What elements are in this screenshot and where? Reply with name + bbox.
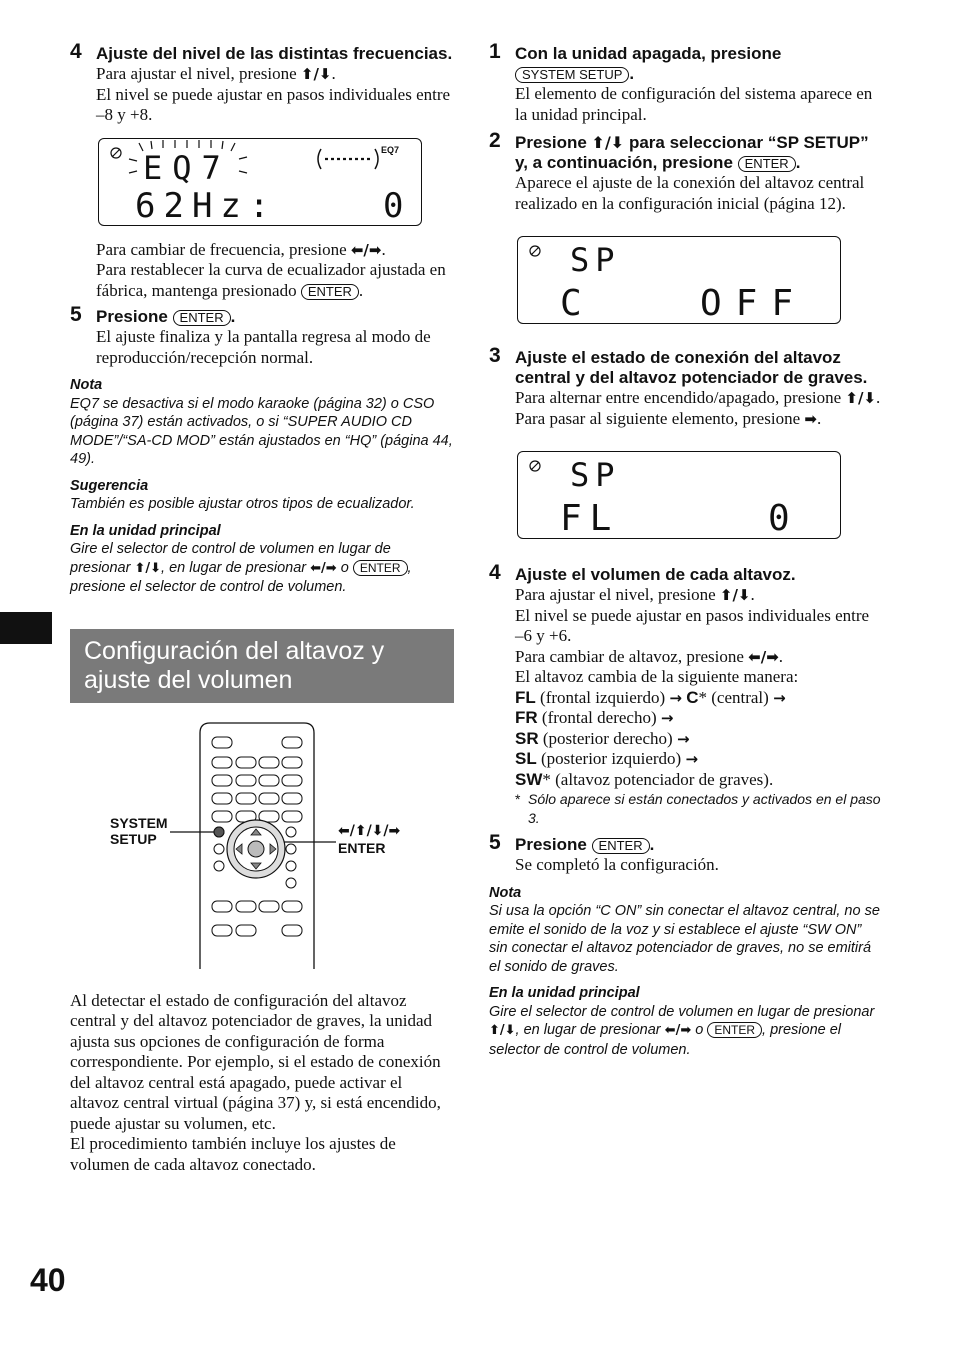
system-setup-button (214, 827, 224, 837)
unidad-title: En la unidad principal (70, 522, 221, 539)
display-line-1: SP (570, 456, 621, 494)
sp-fl-display (517, 451, 841, 539)
nota-text: Si usa la opción “C ON” sin conectar el altavoz central, no se emite el sonido de la voz y si establece el ajuste “SW ON” sin conectar el altavoz potenciador de graves, no se emitirá el sonido de graves. (489, 903, 880, 975)
sequence-arrow-icon: → (676, 729, 690, 748)
up-down-arrows-icon: ⬆/⬇ (845, 389, 877, 407)
sugerencia-block (70, 477, 454, 514)
step-3: 3 Ajuste el estado de conexión del altavoz central y del altavoz potenciador de graves. Para alternar entre encendido/apagado, presione ⬆/⬇. Para pasar al siguiente elemento, presione ➡. (489, 344, 881, 428)
arrows-enter-label: ⬅/⬆/⬇/➡ ENTER (338, 822, 401, 856)
speaker-item: FL (frontal izquierdo) → C* (central) → (515, 687, 786, 707)
system-setup-label: SYSTEM SETUP (110, 814, 168, 847)
display-line-2: FL (560, 498, 620, 538)
step-number: 4 (70, 40, 82, 63)
right-arrow-icon: ➡ (804, 409, 817, 428)
left-right-arrows-icon: ⬅/➡ (350, 240, 382, 259)
step-title: Ajuste el estado de conexión del altavoz central y del altavoz potenciador de graves. (515, 348, 868, 387)
step-4-frequency (70, 40, 454, 126)
sequence-arrow-icon: → (773, 688, 786, 707)
step-number: 5 (489, 831, 501, 854)
nota-title: Nota (70, 377, 103, 393)
display-value: 0 (768, 498, 790, 538)
nota-block (489, 884, 881, 977)
display-line-2: 62Hz: (135, 185, 278, 225)
section-heading: Configuración del altavoz y ajuste del volumen (70, 629, 454, 703)
enter-key-label: ENTER (738, 156, 796, 172)
eq7-display (98, 138, 422, 226)
enter-key-label: ENTER (707, 1022, 762, 1038)
display-line-1: EQ7 (143, 148, 231, 187)
step-2: 2 Presione ⬆/⬇ para seleccionar “SP SETUP” y, a continuación, presione ENTER . Aparece el ajuste de la conexión del altavoz central realizado en la configuración inicial (página 12). (489, 133, 881, 214)
eq7-display-graphic (99, 139, 421, 225)
intro-paragraph-2: El procedimiento también incluye los ajustes de volumen de cada altavoz conectado. (70, 1134, 396, 1174)
eq7-badge: EQ7 (381, 144, 400, 155)
unidad-title: En la unidad principal (489, 985, 640, 1001)
step-body: Aparece el ajuste de la conexión del altavoz central realizado en la configuración inicial (página 12). (515, 173, 865, 213)
sugerencia-text: También es posible ajustar otros tipos de ecualizador. (70, 496, 415, 512)
sugerencia-title: Sugerencia (70, 477, 149, 494)
speaker-item: SR (posterior derecho) → (515, 728, 690, 748)
step-number: 5 (70, 303, 82, 326)
display-line-1: SP (570, 241, 621, 279)
step-title: Ajuste el volumen de cada altavoz. (515, 565, 796, 584)
sequence-arrow-icon: → (685, 750, 699, 768)
remote-control-figure (70, 719, 454, 969)
step-4-speaker-volume: 4 Ajuste el volumen de cada altavoz. Para ajustar el nivel, presione ⬆/⬇. El nivel se puede ajustar en pasos individuales entre –6 y +6. Para cambiar de altavoz, presione ⬅/➡. El altavoz cambia de la siguiente manera: FL (frontal izquierdo) → C* (central) → FR (frontal derecho) → SR (posterior derecho) → SL (posterior izquierdo) → SW* (altavoz potenciador de graves). * Sólo aparece si están conectados y activados en el paso 3. (489, 561, 881, 826)
intro-paragraph: Al detectar el estado de configuración del altavoz central y del altavoz potenciador de graves, la unidad ajusta sus opciones de configuración de forma correspondiente. Por ejemplo, si el estado de conexión del altavoz central está apagado, puede activar el altavoz central virtual (página 37) y, si está encendido, puede ajustar su volumen, etc. (70, 990, 441, 1133)
step-5-complete: 5 Presione ENTER . Se completó la configuración. (489, 835, 881, 876)
speaker-item: SW* (altavoz potenciador de graves). (515, 769, 774, 789)
display-value: 0 (383, 185, 404, 225)
enter-key-label: ENTER (592, 838, 650, 854)
up-down-arrows-icon: ⬆/⬇ (489, 1023, 516, 1038)
left-column (70, 40, 454, 1175)
up-down-arrows-icon: ⬆/⬇ (719, 586, 751, 604)
enter-button (248, 841, 264, 857)
page-number: 40 (30, 1262, 66, 1298)
section-tab-marker (0, 612, 52, 644)
enter-key-label: ENTER (353, 560, 408, 576)
speaker-item: SL (posterior izquierdo) → (515, 749, 699, 768)
step-number: 2 (489, 129, 501, 152)
left-right-arrows-icon: ⬅/➡ (748, 647, 779, 666)
right-column (489, 40, 881, 1059)
speaker-item: FR (frontal derecho) → (515, 708, 674, 727)
system-setup-key-label: SYSTEM SETUP (515, 67, 629, 83)
step-1: 1 Con la unidad apagada, presione SYSTEM SETUP . El elemento de configuración del sistema aparece en la unidad principal. (489, 44, 881, 125)
sequence-arrow-icon: → (660, 709, 674, 727)
step-body: Para ajustar el nivel, presione ⬆/⬇. El nivel se puede ajustar en pasos individuales entre –8 y +8. (96, 64, 451, 124)
up-down-arrows-icon: ⬆/⬇ (591, 133, 625, 152)
footnote: * Sólo aparece si están conectados y activados en el paso 3. (515, 791, 881, 826)
nota-block (70, 376, 454, 469)
sequence-arrow-icon: → (669, 688, 682, 707)
nota-title: Nota (489, 884, 522, 901)
step-5: 5 Presione ENTER . El ajuste finaliza y la pantalla regresa al modo de reproducción/recepción normal. (70, 307, 454, 368)
enter-key-label: ENTER (301, 284, 359, 300)
step-title: Ajuste del nivel de las distintas frecuencias. (96, 44, 453, 63)
left-right-arrows-icon: ⬅/➡ (310, 560, 337, 576)
up-down-arrows-icon: ⬆/⬇ (300, 65, 332, 83)
speaker-sequence (515, 688, 881, 791)
display-line-2: C (560, 283, 582, 323)
step-body: Se completó la configuración. (515, 855, 719, 874)
step-body: El elemento de configuración del sistema aparece en la unidad principal. (515, 84, 873, 124)
display-value: OFF (700, 283, 808, 323)
up-down-arrows-icon: ⬆/⬇ (134, 560, 162, 576)
unidad-block: En la unidad principal Gire el selector de control de volumen en lugar de presionar ⬆/⬇, en lugar de presionar ⬅/➡ o ENTER , presione el selector de control de volumen. (70, 522, 454, 597)
step-body: El ajuste finaliza y la pantalla regresa al modo de reproducción/recepción normal. (96, 327, 431, 367)
nota-text: EQ7 se desactiva si el modo karaoke (página 32) o CSO (página 37) están activados, o si “SUPER AUDIO CD MODE”/“SA-CD MOD” están ajustados en “HQ” (página 44, 49). (70, 395, 453, 467)
step-4-continued: Para cambiar de frecuencia, presione ⬅/➡. Para restablecer la curva de ecualizador ajustada en fábrica, mantenga presionado ENTER . (96, 239, 446, 300)
step-number: 3 (489, 344, 501, 367)
step-number: 4 (489, 561, 501, 584)
enter-key-label: ENTER (173, 310, 231, 326)
step-number: 1 (489, 40, 501, 63)
sp-c-off-display (517, 236, 841, 324)
unidad-block: En la unidad principal Gire el selector de control de volumen en lugar de presionar ⬆/⬇, en lugar de presionar ⬅/➡ o ENTER , presione el selector de control de volumen. (489, 984, 881, 1059)
left-right-arrows-icon: ⬅/➡ (664, 1023, 692, 1038)
